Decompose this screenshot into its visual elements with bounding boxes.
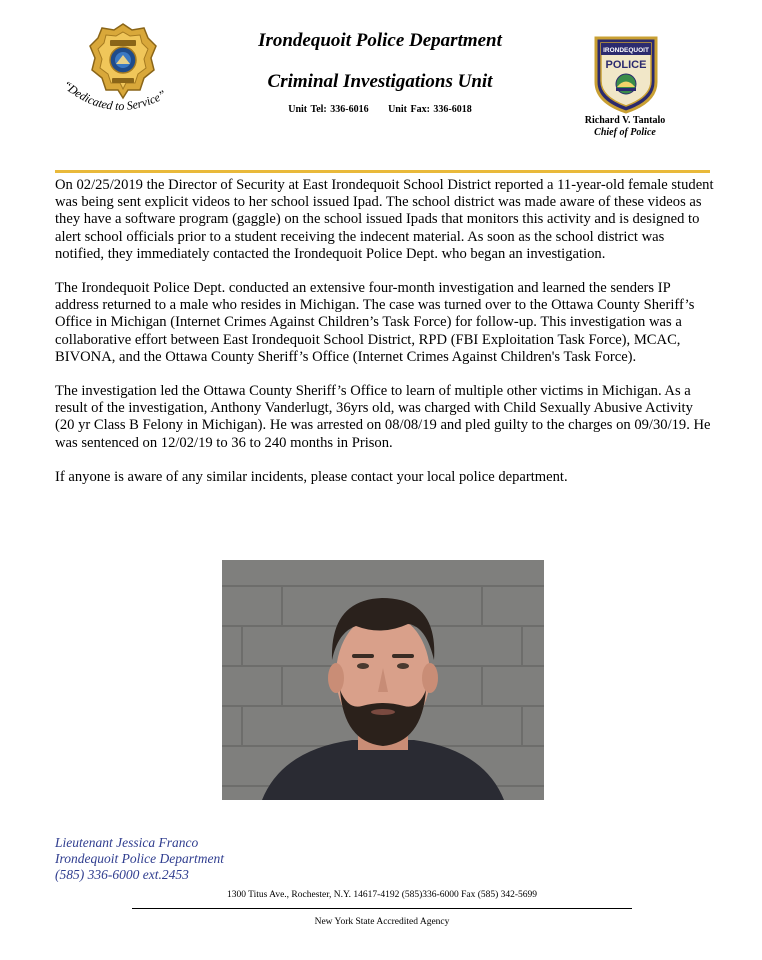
- paragraph: On 02/25/2019 the Director of Security at East Irondequoit School District reported a 11-year-old female student was being sent explicit videos to her school issued Ipad. The school district was made aware of these videos as they have a software program (gaggle) on the school issued Ipads that monitors this activity and is designed to alert school officials prior to a student receiving the indecent material. As soon as the school district was notified, they immediately contacted the Irondequoit Police Dept. who began an investigation.: [55, 177, 714, 262]
- chief-title: Chief of Police: [594, 127, 656, 138]
- chief-name: Richard V. Tantalo: [584, 115, 666, 126]
- unit-tel: Unit Tel: 336-6016: [288, 104, 369, 115]
- unit-title: Criminal Investigations Unit: [267, 71, 493, 92]
- police-shield-icon: [590, 34, 662, 114]
- motto-text: “Dedicated to Service”: [60, 77, 169, 114]
- motto-arc: [56, 72, 196, 132]
- press-release-body: [55, 177, 715, 503]
- signature-block: [55, 835, 355, 883]
- signatory-department: Irondequoit Police Department: [55, 851, 224, 866]
- paragraph: The Irondequoit Police Dept. conducted an extensive four-month investigation and learned the senders IP address returned to a male who resides in Michigan. The case was turned over to the Ottawa County Sheriff’s Office in Michigan (Internet Crimes Against Children’s Task Force) for follow-up. This investigation was a collaborative effort between East Irondequoit School District, RPD (FBI Exploitation Task Force), MCAC, BIVONA, and the Ottawa County Sheriff’s Office (Internet Crimes Against Children's Task Force).: [55, 280, 695, 365]
- shield-top-text: IRONDEQUOIT: [603, 47, 649, 54]
- footer-address: 1300 Titus Ave., Rochester, N.Y. 14617-4192 (585)336-6000 Fax (585) 342-5699: [226, 890, 538, 900]
- header-divider: [55, 170, 710, 173]
- footer-accreditation: New York State Accredited Agency: [314, 917, 450, 927]
- paragraph: The investigation led the Ottawa County Sheriff’s Office to learn of multiple other victims in Michigan. As a result of the investigation, Anthony Vanderlugt, 36yrs old, was charged with Child Sexually Abusive Activity (20 yr Class B Felony in Michigan). He was arrested on 08/08/19 and pled guilty to the charges on 09/30/19. He was sentenced on 12/02/19 to 36 to 240 months in Prison.: [55, 383, 711, 451]
- svg-text:“Dedicated to Service”: [60, 78, 168, 113]
- signatory-name: Lieutenant Jessica Franco: [55, 835, 199, 850]
- mugshot-photo: [222, 560, 544, 800]
- department-title: Irondequoit Police Department: [258, 30, 502, 51]
- shield-police-word: POLICE: [605, 59, 647, 71]
- unit-contact: [200, 104, 560, 115]
- footer-divider: [132, 908, 632, 909]
- paragraph: If anyone is aware of any similar incidents, please contact your local police department.: [55, 468, 568, 485]
- unit-fax: Unit Fax: 336-6018: [388, 104, 472, 115]
- signatory-phone: (585) 336-6000 ext.2453: [55, 867, 189, 882]
- letterhead: [0, 0, 762, 170]
